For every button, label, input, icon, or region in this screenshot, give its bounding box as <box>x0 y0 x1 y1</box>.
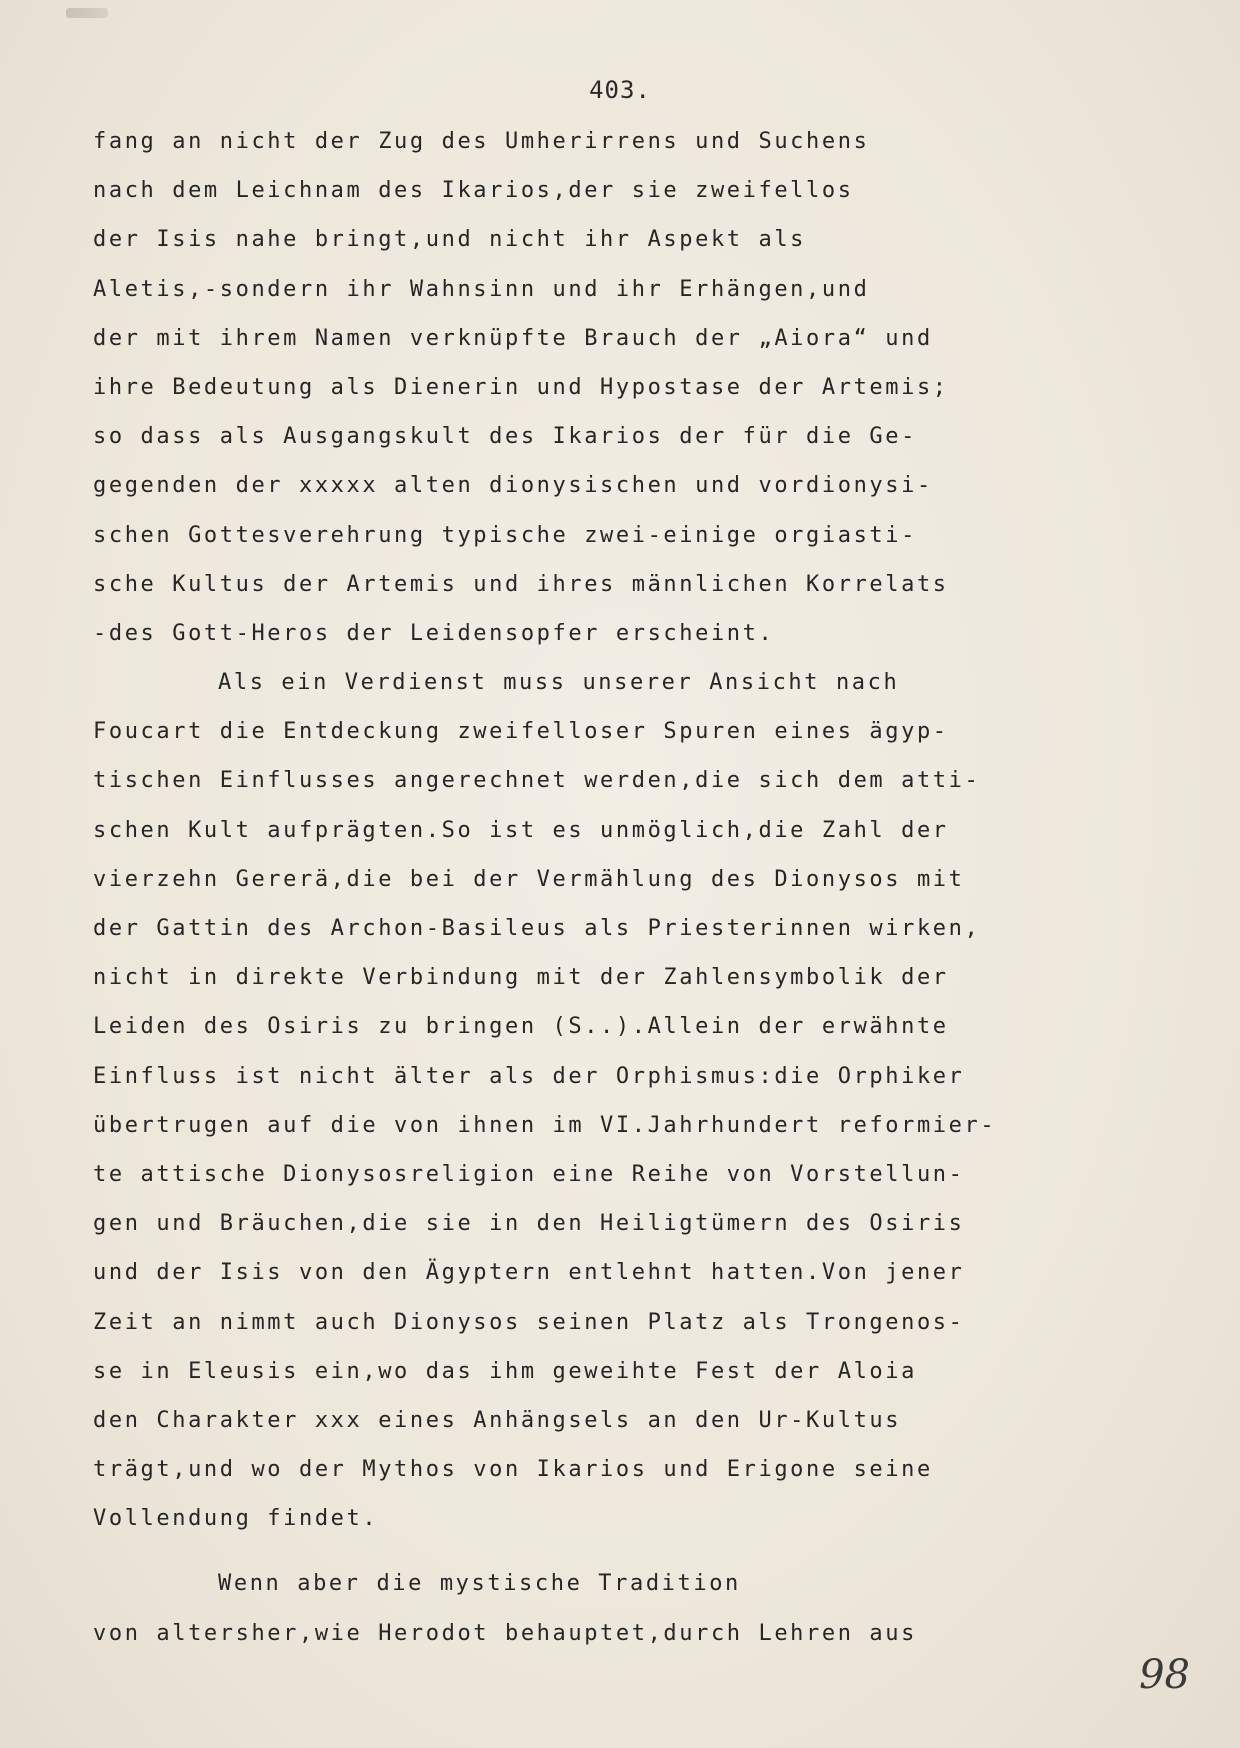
text-line: den Charakter xxx eines Anhängsels an den Ur-Kultus <box>93 1407 902 1433</box>
text-line: tischen Einflusses angerechnet werden,die sich dem atti- <box>93 768 981 794</box>
text-line: fang an nicht der Zug des Umherirrens und Suchens <box>93 129 870 154</box>
text-line: Vollendung findet. <box>93 1506 379 1532</box>
text-line: Foucart die Entdeckung zweifelloser Spuren eines ägyp- <box>93 719 949 745</box>
text-line: Leiden des Osiris zu bringen (S..).Allein der erwähnte <box>93 1014 949 1040</box>
text-line: übertrugen auf die von ihnen im VI.Jahrhundert reformier- <box>93 1112 997 1138</box>
text-line: der mit ihrem Namen verknüpfte Brauch der „Aiora“ und <box>93 325 933 351</box>
text-line: trägt,und wo der Mythos von Ikarios und Erigone seine <box>93 1457 933 1483</box>
text-line: schen Gottesverehrung typische zwei-einige orgiasti- <box>93 522 917 548</box>
text-line: Aletis,-sondern ihr Wahnsinn und ihr Erhängen,und <box>93 276 870 302</box>
text-line: der Isis nahe bringt,und nicht ihr Aspekt als <box>93 227 807 253</box>
text-line: Als ein Verdienst muss unserer Ansicht nach <box>218 670 900 696</box>
text-line: schen Kult aufprägten.So ist es unmöglich,die Zahl der <box>93 817 949 843</box>
text-line: -des Gott-Heros der Leidensopfer erscheint. <box>93 620 775 646</box>
text-line: vierzehn Gererä,die bei der Vermählung des Dionysos mit <box>93 866 965 892</box>
text-line: gen und Bräuchen,die sie in den Heiligtümern des Osiris <box>93 1211 965 1237</box>
body-text <box>93 122 1093 1663</box>
text-line: von altersher,wie Herodot behauptet,durch Lehren aus <box>93 1620 917 1646</box>
text-line: se in Eleusis ein,wo das ihm geweihte Fest der Aloia <box>93 1358 917 1384</box>
text-line: und der Isis von den Ägyptern entlehnt hatten.Von jener <box>93 1260 965 1286</box>
text-line: gegenden der xxxxx alten dionysischen und vordionysi- <box>93 473 933 499</box>
text-line: nach dem Leichnam des Ikarios,der sie zweifellos <box>93 178 854 204</box>
text-line: Zeit an nimmt auch Dionysos seinen Platz als Trongenos- <box>93 1309 965 1335</box>
text-line: sche Kultus der Artemis und ihres männlichen Korrelats <box>93 571 949 597</box>
paper-stain <box>66 8 108 18</box>
text-line: so dass als Ausgangskult des Ikarios der für die Ge- <box>93 424 917 450</box>
text-line: nicht in direkte Verbindung mit der Zahlensymbolik der <box>93 965 949 991</box>
handwritten-folio-number: 98 <box>1139 1652 1190 1698</box>
text-line: der Gattin des Archon-Basileus als Priesterinnen wirken, <box>93 916 981 941</box>
page-number: 403. <box>589 76 651 104</box>
text-line: ihre Bedeutung als Dienerin und Hypostase der Artemis; <box>93 374 949 400</box>
text-line: te attische Dionysosreligion eine Reihe von Vorstellun- <box>93 1161 965 1187</box>
text-line: Wenn aber die mystische Tradition <box>218 1571 741 1597</box>
text-line: Einfluss ist nicht älter als der Orphismus:die Orphiker <box>93 1063 965 1089</box>
